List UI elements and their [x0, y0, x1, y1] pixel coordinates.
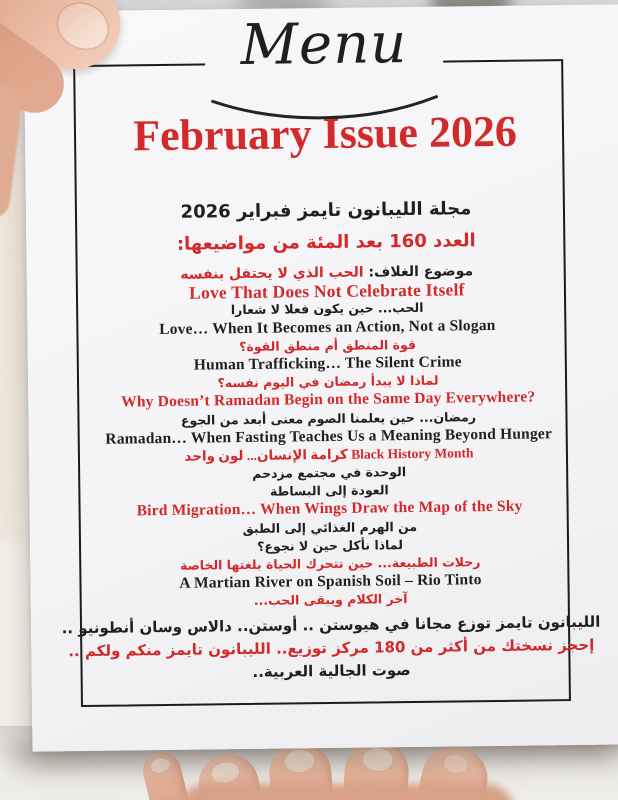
fingernail: [148, 755, 172, 776]
fingertip: [139, 748, 191, 800]
topic-line: الحب... حين يكون فعلا لا شعارا: [230, 300, 424, 318]
fingernail: [208, 759, 242, 787]
issue-number-arabic: العدد 160 بعد المئة من مواضيعها:: [176, 230, 476, 255]
footer-line: صوت الجالية العربية..: [252, 661, 411, 681]
topic-line: آخر الكلام ويبقى الحب...: [253, 591, 408, 609]
topic-text: الحب الذي لا يحتفل بنفسه: [180, 264, 364, 283]
topic-line: Ramadan… When Fasting Teaches Us a Meaning Beyond Hunger: [105, 424, 553, 448]
topic-line: Love… When It Becomes an Action, Not a Slogan: [159, 316, 496, 338]
topic-line: الوحدة في مجتمع مزدحم: [252, 464, 407, 481]
topic-line: كرامة الإنسان... لون واحد Black History Month: [184, 445, 474, 464]
fingernail: [441, 752, 471, 777]
topic-line: Bird Migration… When Wings Draw the Map of the Sky: [136, 498, 523, 520]
footer-line: إحجز نسختك من أكثر من 180 مركز توزيع.. الليبانون تايمز منكم ولكم ..: [68, 635, 595, 661]
topic-line: Love That Does Not Celebrate Itself: [189, 279, 465, 303]
magazine-name-arabic: مجلة الليبانون تايمز فبراير 2026: [180, 198, 472, 223]
topic-line: رمضان... حين يعلمنا الصوم معنى أبعد من الجوع: [180, 408, 477, 428]
topic-line: لماذا نأكل حين لا نجوع؟: [257, 536, 403, 554]
topics-list: [65, 261, 593, 613]
topic-line: Why Doesn’t Ramadan Begin on the Same Day Everywhere?: [121, 388, 536, 411]
topic-line: A Martian River on Spanish Soil – Rio Tinto: [179, 571, 482, 593]
topic-line: قوة المنطق أم منطق القوة؟: [239, 336, 417, 354]
palm: [178, 784, 514, 800]
footer-line: الليبانون تايمز توزع مجانا في هيوستن .. أوستن.. دالاس وسان أنطونيو ..: [61, 612, 601, 638]
fingernail: [361, 746, 395, 773]
topic-line: من الهرم الغذائي إلى الطبق: [242, 518, 418, 536]
topic-line: العودة إلى البساطة: [269, 482, 389, 499]
issue-title: February Issue 2026: [132, 106, 518, 161]
topic-line: Human Trafficking… The Silent Crime: [193, 353, 462, 374]
menu-paper: [24, 4, 618, 751]
topic-line: رحلات الطبيعة... حين تتحرك الحياة بلغتها الخاصة: [179, 554, 481, 573]
footer-block: [59, 611, 604, 687]
topic-line: لماذا لا يبدأ رمضان في اليوم نفسه؟: [217, 372, 439, 391]
fingernail: [283, 748, 317, 774]
menu-script-title: Menu: [240, 11, 408, 79]
topic-prefix: موضوع الغلاف:: [368, 263, 474, 281]
